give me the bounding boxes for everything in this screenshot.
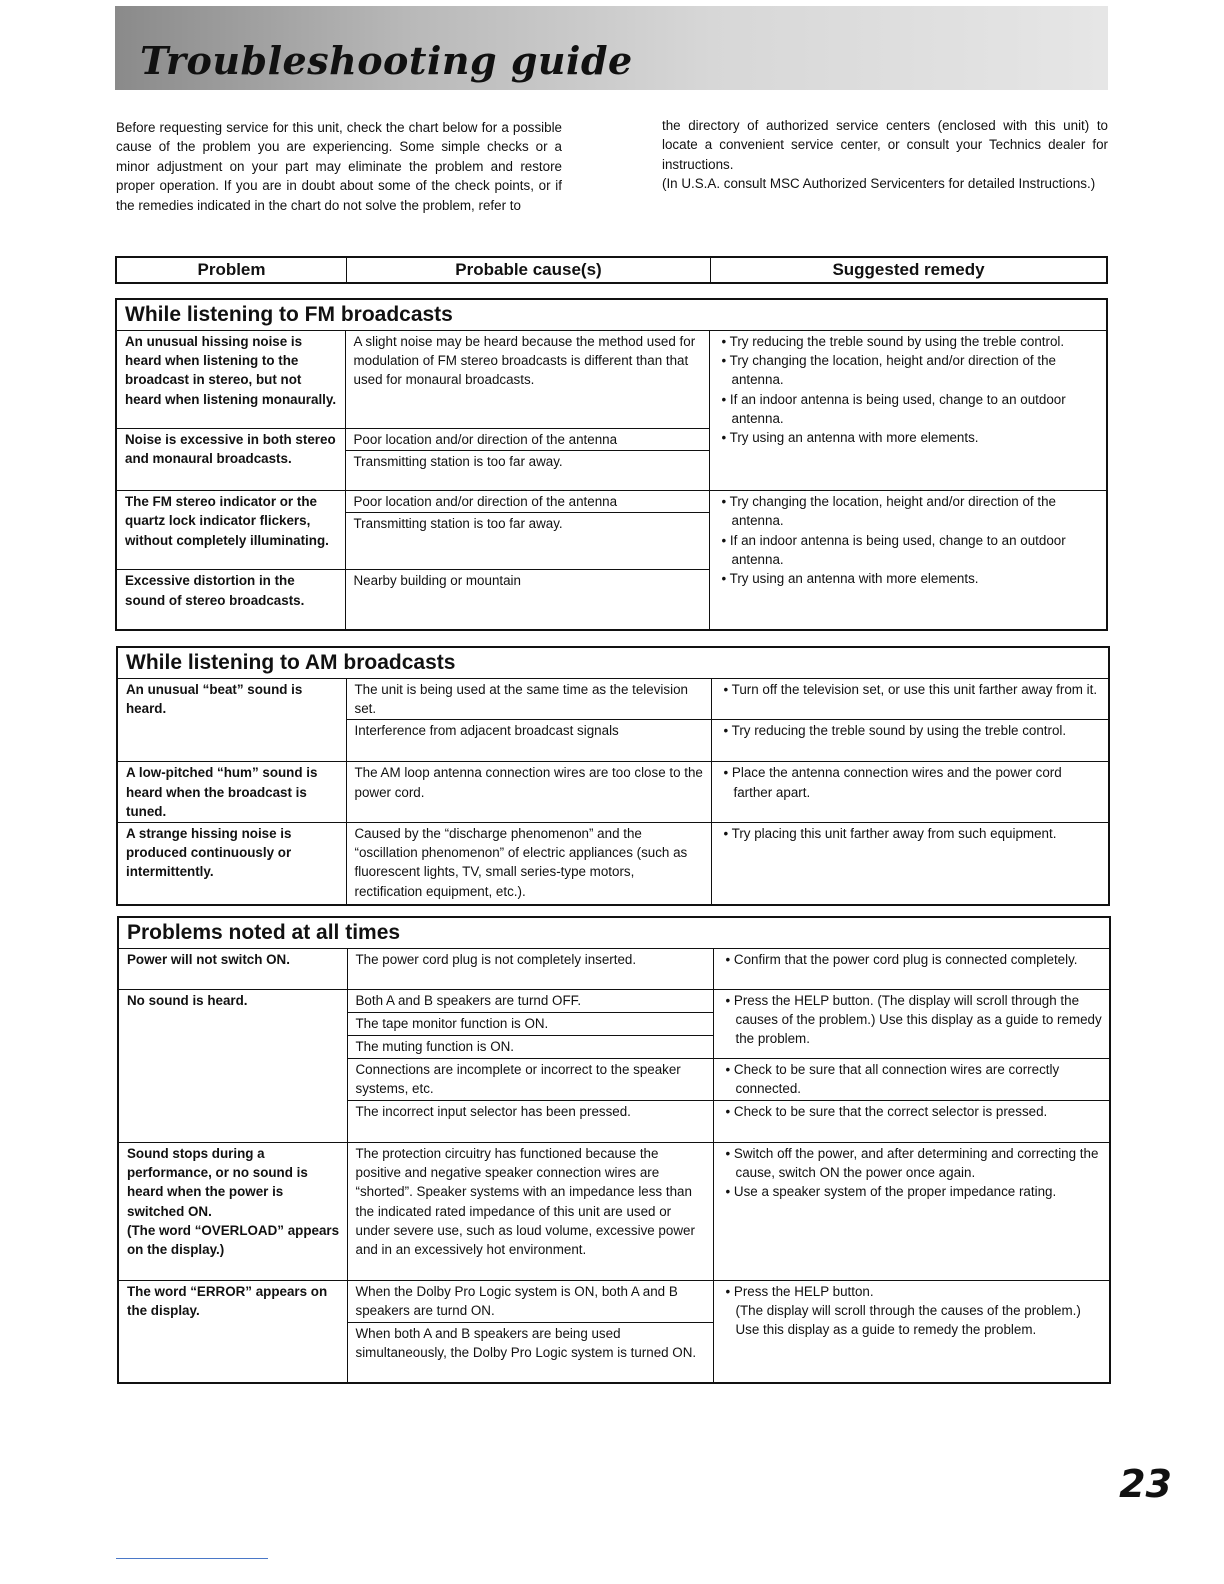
am-remedy-1a: • Turn off the television set, or use this unit farther away from it. xyxy=(711,679,1109,720)
am-cause-3: Caused by the “discharge phenomenon” and the “oscillation phenomenon” of electric appliances (such as fluorescent lights, TV, small series-type motors, rectification equipment, etc.). xyxy=(346,823,711,905)
table-header xyxy=(115,256,1108,284)
fm-cause-3a: Poor location and/or direction of the antenna xyxy=(345,491,709,513)
all-cause-2a: Both A and B speakers are turnd OFF. xyxy=(347,990,713,1013)
page-number: 23 xyxy=(1119,1462,1172,1506)
all-problem-3: Sound stops during a performance, or no sound is heard when the power is switched ON. (The word “OVERLOAD” appears on the display.) xyxy=(118,1143,347,1281)
all-cause-4a: When the Dolby Pro Logic system is ON, both A and B speakers are turnd ON. xyxy=(347,1281,713,1323)
all-cause-4b: When both A and B speakers are being used simultaneously, the Dolby Pro Logic system is turned ON. xyxy=(347,1323,713,1383)
am-section-title: While listening to AM broadcasts xyxy=(117,647,1109,679)
fm-section-title: While listening to FM broadcasts xyxy=(116,299,1107,331)
am-section xyxy=(116,646,1110,906)
all-remedy-2a: • Press the HELP button. (The display will scroll through the causes of the problem.) Use this display as a guide to remedy the problem. xyxy=(713,990,1110,1059)
am-problem-1: An unusual “beat” sound is heard. xyxy=(117,679,346,762)
am-remedy-3: • Try placing this unit farther away from such equipment. xyxy=(711,823,1109,905)
all-remedy-4: • Press the HELP button. (The display will scroll through the causes of the problem.) Use this display as a guide to remedy the problem. xyxy=(713,1281,1110,1383)
all-cause-1: The power cord plug is not completely inserted. xyxy=(347,949,713,990)
am-remedy-1b: • Try reducing the treble sound by using the treble control. xyxy=(711,720,1109,762)
header-remedy: Suggested remedy xyxy=(710,258,1106,282)
fm-problem-4: Excessive distortion in the sound of stereo broadcasts. xyxy=(116,570,345,630)
all-remedy-3: • Switch off the power, and after determining and correcting the cause, switch ON the power once again. • Use a speaker system of the proper impedance rating. xyxy=(713,1143,1110,1281)
all-cause-2d: Connections are incomplete or incorrect to the speaker systems, etc. xyxy=(347,1059,713,1101)
fm-cause-4: Nearby building or mountain xyxy=(345,570,709,630)
am-remedy-2: • Place the antenna connection wires and the power cord farther apart. xyxy=(711,762,1109,823)
fm-remedy-3: • Try changing the location, height and/or direction of the antenna. • If an indoor antenna is being used, change to an outdoor antenna. • Try using an antenna with more elements. xyxy=(709,491,1107,630)
all-remedy-2d: • Check to be sure that all connection wires are correctly connected. xyxy=(713,1059,1110,1101)
all-problem-2: No sound is heard. xyxy=(118,990,347,1143)
fm-remedy-1: • Try reducing the treble sound by using the treble control. • Try changing the location, height and/or direction of the antenna. • If an indoor antenna is being used, change to an outdoor antenna. • Try using an antenna with more elements. xyxy=(709,331,1107,491)
header-problem: Problem xyxy=(197,260,266,279)
all-remedy-1: • Confirm that the power cord plug is connected completely. xyxy=(713,949,1110,990)
fm-section xyxy=(115,298,1108,631)
all-cause-2b: The tape monitor function is ON. xyxy=(347,1013,713,1036)
fm-problem-3: The FM stereo indicator or the quartz lock indicator flickers, without completely illuminating. xyxy=(116,491,345,570)
header-cause: Probable cause(s) xyxy=(346,258,710,282)
page-title: Troubleshooting guide xyxy=(140,38,633,83)
am-problem-3: A strange hissing noise is produced continuously or intermittently. xyxy=(117,823,346,905)
fm-problem-1: An unusual hissing noise is heard when listening to the broadcast in stereo, but not heard when listening monaurally. xyxy=(116,331,345,429)
intro-right: the directory of authorized service centers (enclosed with this unit) to locate a convenient service center, or consult your Technics dealer for instructions. (In U.S.A. consult MSC Authorized Servicenters for detailed Instructions.) xyxy=(662,118,1108,192)
am-cause-2: The AM loop antenna connection wires are too close to the power cord. xyxy=(346,762,711,823)
all-remedy-2e: • Check to be sure that the correct selector is pressed. xyxy=(713,1101,1110,1143)
all-problem-1: Power will not switch ON. xyxy=(118,949,347,990)
all-cause-3: The protection circuitry has functioned because the positive and negative speaker connection wires are “shorted”. Speaker systems with an impedance less than the indicated rated impedance of this unit are used or under severe use, such as loud volume, excessive power and in an excessively hot environment. xyxy=(347,1143,713,1281)
am-cause-1a: The unit is being used at the same time as the television set. xyxy=(346,679,711,720)
fm-cause-1: A slight noise may be heard because the method used for modulation of FM stereo broadcasts is different than that used for monaural broadcasts. xyxy=(345,331,709,429)
am-cause-1b: Interference from adjacent broadcast signals xyxy=(346,720,711,762)
all-section-title: Problems noted at all times xyxy=(118,917,1110,949)
all-problem-4: The word “ERROR” appears on the display. xyxy=(118,1281,347,1383)
fm-cause-2a: Poor location and/or direction of the antenna xyxy=(345,429,709,451)
all-times-section xyxy=(117,916,1111,1384)
all-cause-2c: The muting function is ON. xyxy=(347,1036,713,1059)
divider-line xyxy=(116,1558,268,1559)
fm-cause-3b: Transmitting station is too far away. xyxy=(345,513,709,570)
all-cause-2e: The incorrect input selector has been pressed. xyxy=(347,1101,713,1143)
intro-left: Before requesting service for this unit, check the chart below for a possible cause of the problem you are experiencing. Some simple checks or a minor adjustment on your part may eliminate the problem and restore proper operation. If you are in doubt about some of the check points, or if the remedies indicated in the chart do not solve the problem, refer to xyxy=(116,120,562,213)
am-problem-2: A low-pitched “hum” sound is heard when the broadcast is tuned. xyxy=(117,762,346,823)
fm-cause-2b: Transmitting station is too far away. xyxy=(345,451,709,491)
fm-problem-2: Noise is excessive in both stereo and monaural broadcasts. xyxy=(116,429,345,491)
